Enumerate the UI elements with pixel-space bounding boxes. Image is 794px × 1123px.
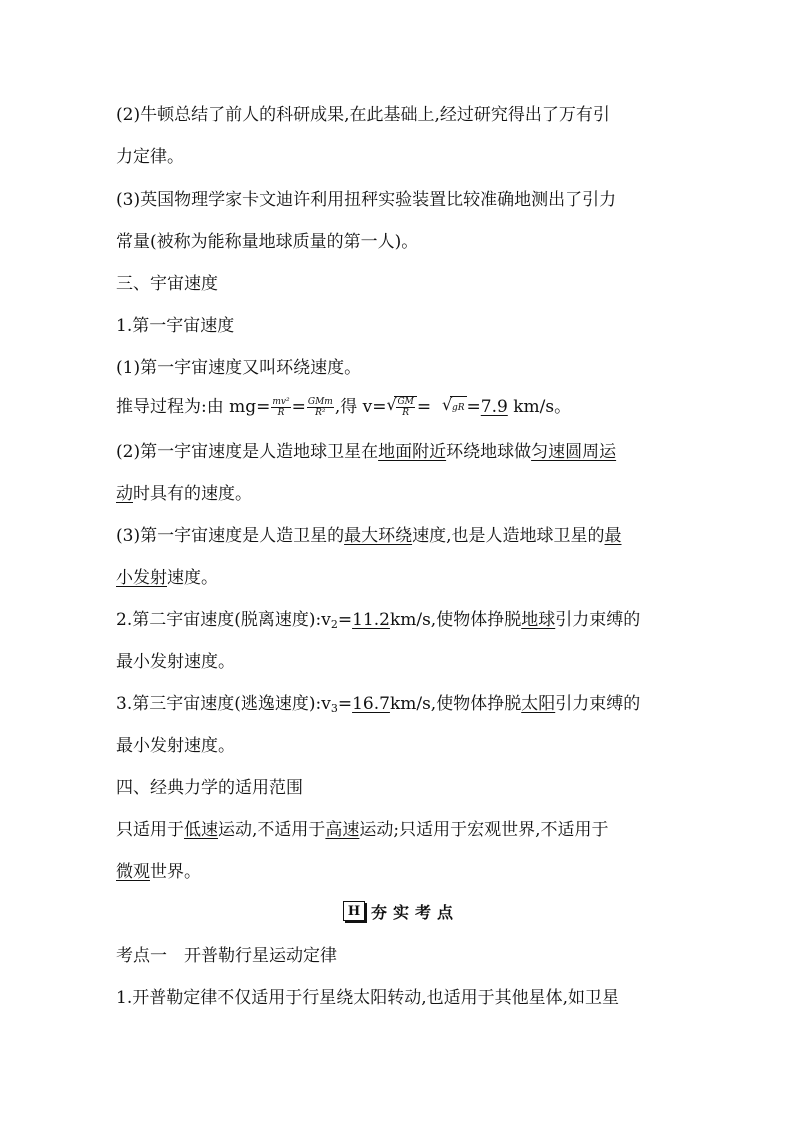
formula-line: [116, 396, 682, 419]
equals: =: [466, 397, 481, 417]
paragraph-line: 动时具有的速度。: [116, 484, 252, 504]
fraction-denominator: R: [277, 408, 285, 418]
section-heading: 四、经典力学的适用范围: [116, 778, 303, 798]
fraction-denominator: R²: [315, 408, 326, 418]
answer-blank: 动: [116, 484, 133, 504]
answer-blank: 小发射: [116, 568, 167, 588]
paragraph-line: (2)牛顿总结了前人的科研成果,在此基础上,经过研究得出了万有引: [116, 105, 610, 125]
fraction-numerator: GMm: [307, 397, 333, 407]
paragraph-line: 最小发射速度。: [116, 736, 235, 756]
subsection-heading: 1.第一宇宙速度: [116, 316, 235, 336]
paragraph-line: 2.第二宇宙速度(脱离速度):v2=11.2km/s,使物体挣脱地球引力束缚的: [116, 610, 641, 631]
section-banner: [343, 900, 459, 922]
unit: km/s。: [507, 397, 572, 417]
answer-blank: 最: [604, 526, 622, 546]
text: ,得 v=: [334, 397, 387, 417]
text: 推导过程为:由 mg=: [116, 397, 271, 417]
equals: =: [291, 397, 306, 417]
answer-blank: 太阳: [521, 694, 556, 714]
answer-blank: 地面附近: [378, 442, 447, 462]
equals: =: [416, 397, 432, 417]
answer-blank: 最大环绕: [344, 526, 413, 546]
paragraph-line: (1)第一宇宙速度又叫环绕速度。: [116, 358, 362, 378]
paragraph-line: 力定律。: [116, 147, 184, 167]
answer-value: 7.9: [480, 397, 508, 417]
fraction-numerator: GM: [397, 397, 414, 408]
topic-heading: 考点一 开普勒行星运动定律: [116, 946, 337, 966]
answer-blank: 地球: [521, 610, 556, 630]
section-heading: 三、宇宙速度: [116, 274, 218, 294]
paragraph-line: (3)英国物理学家卡文迪许利用扭秤实验装置比较准确地测出了引力: [116, 190, 617, 210]
answer-blank: 匀速圆周运: [531, 442, 617, 462]
answer-value: 11.2: [352, 610, 390, 630]
paragraph-line: 只适用于低速运动,不适用于高速运动;只适用于宏观世界,不适用于: [116, 820, 609, 840]
answer-value: 16.7: [352, 694, 390, 714]
fraction-denominator: R: [402, 408, 410, 419]
paragraph-line: 最小发射速度。: [116, 652, 235, 672]
sqrt-gm-over-r: √ $\frac{GM}{R}$: [386, 396, 416, 419]
answer-blank: 高速: [325, 820, 360, 840]
answer-blank: 微观: [116, 862, 150, 882]
sqrt-gr: √ gR: [442, 396, 467, 419]
paragraph-line: 小发射速度。: [116, 568, 218, 588]
paragraph-line: 1.开普勒定律不仅适用于行星绕太阳转动,也适用于其他星体,如卫星: [116, 988, 620, 1008]
answer-blank: 低速: [184, 820, 218, 840]
section-letter-icon: H: [343, 901, 365, 921]
fraction-centripetal: [271, 397, 290, 418]
paragraph-line: (2)第一宇宙速度是人造地球卫星在地面附近环绕地球做匀速圆周运: [116, 442, 617, 462]
section-banner-title: 夯实考点: [371, 902, 460, 922]
paragraph-line: 常量(被称为能称量地球质量的第一人)。: [116, 232, 419, 252]
paragraph-line: (3)第一宇宙速度是人造卫星的最大环绕速度,也是人造地球卫星的最: [116, 526, 622, 546]
paragraph-line: 微观世界。: [116, 862, 201, 882]
fraction-gravity: [307, 397, 334, 418]
fraction-numerator: mv²: [272, 397, 290, 407]
paragraph-line: 3.第三宇宙速度(逃逸速度):v3=16.7km/s,使物体挣脱太阳引力束缚的: [116, 694, 641, 715]
